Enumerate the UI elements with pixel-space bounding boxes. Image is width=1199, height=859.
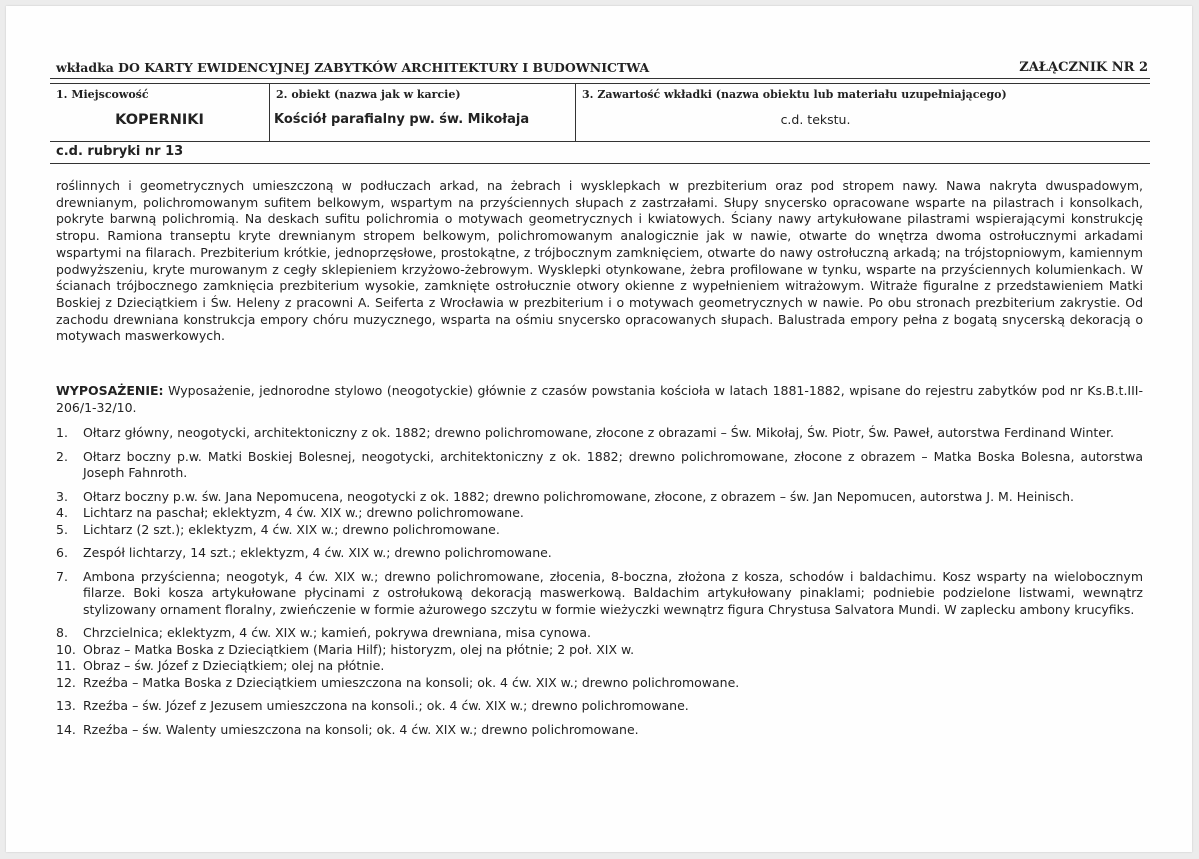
item-text: Chrzcielnica; eklektyzm, 4 ćw. XIX w.; kamień, pokrywa drewniana, misa cynowa. bbox=[83, 625, 592, 640]
content-label: 3. Zawartość wkładki (nazwa obiektu lub materiału uzupełniającego) bbox=[582, 88, 1007, 101]
list-item bbox=[56, 698, 1143, 715]
locality-label: 1. Miejscowość bbox=[56, 88, 149, 101]
item-number: 12. bbox=[56, 674, 76, 690]
item-number: 2. bbox=[56, 448, 68, 464]
item-number: 10. bbox=[56, 641, 76, 657]
item-number: 4. bbox=[56, 505, 68, 520]
item-text: Rzeźba – św. Walenty umieszczona na konsoli; ok. 4 ćw. XIX w.; drewno polichromowane. bbox=[83, 721, 639, 737]
list-item bbox=[56, 425, 1143, 442]
item-number: 3. bbox=[56, 488, 68, 504]
list-item bbox=[56, 545, 1143, 562]
object-cell bbox=[269, 84, 576, 141]
attachment-number: ZAŁĄCZNIK NR 2 bbox=[1019, 60, 1148, 75]
item-text: Ambona przyścienna; neogotyk, 4 ćw. XIX w.; drewno polichromowane, złocenia, 8-boczna, złożona z kosza, schodów i baldachimu. Kosz wsparty na wielobocznym filarze. Boki kosza artykułowane płycinami z ostrołukową dekoracją maswerkową. Baldachim artykułowany pinaklami; podniebie podzielone listwami, wewnątrz stylizowany ornament floralny, zwieńczenie w formie ażurowego szczytu w formie wieżyczki wewnątrz figura Chrystusa Salvatora Mundi. W zaplecku ambony krucyfiks. bbox=[83, 568, 1143, 617]
item-number: 13. bbox=[56, 698, 76, 713]
object-label: 2. obiekt (nazwa jak w karcie) bbox=[276, 88, 461, 101]
list-item bbox=[56, 569, 1143, 619]
item-text: Lichtarz na paschał; eklektyzm, 4 ćw. XIX w.; drewno polichromowane. bbox=[83, 505, 524, 520]
equipment-list bbox=[56, 420, 1143, 738]
item-text: Zespół lichtarzy, 14 szt.; eklektyzm, 4 ćw. XIX w.; drewno polichromowane. bbox=[83, 545, 552, 560]
item-text: Obraz – św. Józef z Dzieciątkiem; olej na płótnie. bbox=[83, 658, 385, 673]
list-item bbox=[56, 642, 1143, 659]
item-number: 5. bbox=[56, 521, 68, 537]
section-divider bbox=[50, 163, 1150, 164]
list-item bbox=[56, 489, 1143, 506]
equipment-intro-text: Wyposażenie, jednorodne stylowo (neogotyckie) głównie z czasów powstania kościoła w latach 1881-1882, wpisane do rejestru zabytków pod nr Ks.B.t.III-206/1-32/10. bbox=[56, 383, 1143, 415]
info-table bbox=[50, 83, 1150, 142]
item-text: Rzeźba – św. Józef z Jezusem umieszczona na konsoli.; ok. 4 ćw. XIX w.; drewno polichromowane. bbox=[83, 698, 689, 713]
item-text: Ołtarz główny, neogotycki, architektoniczny z ok. 1882; drewno polichromowane, złocone z obrazami – Św. Mikołaj, Św. Piotr, Św. Paweł, autorstwa Ferdinand Winter. bbox=[83, 425, 1114, 440]
header-title: wkładka DO KARTY EWIDENCYJNEJ ZABYTKÓW ARCHITEKTURY I BUDOWNICTWA bbox=[56, 60, 650, 75]
list-item bbox=[56, 449, 1143, 482]
item-number: 7. bbox=[56, 568, 68, 584]
item-number: 6. bbox=[56, 545, 68, 560]
object-value: Kościół parafialny pw. św. Mikołaja bbox=[274, 112, 530, 127]
equipment-intro bbox=[56, 383, 1143, 416]
content-value: c.d. tekstu. bbox=[780, 112, 851, 127]
equipment-label: WYPOSAŻENIE: bbox=[56, 383, 164, 398]
item-text: Ołtarz boczny p.w. św. Jana Nepomucena, neogotycki z ok. 1882; drewno polichromowane, złocone, z obrazem – św. Jan Nepomucen, autorstwa J. M. Heinisch. bbox=[83, 488, 1074, 504]
document-page bbox=[6, 6, 1192, 852]
list-item bbox=[56, 675, 1143, 692]
document-header bbox=[50, 58, 1150, 79]
content-cell bbox=[575, 84, 1151, 141]
item-number: 1. bbox=[56, 425, 68, 440]
list-item bbox=[56, 658, 1143, 675]
list-item bbox=[56, 625, 1143, 642]
section-title: c.d. rubryki nr 13 bbox=[56, 144, 184, 159]
list-item bbox=[56, 505, 1143, 522]
item-text: Ołtarz boczny p.w. Matki Boskiej Bolesnej, neogotycki, architektoniczny z ok. 1882; drewno polichromowane, złocone z obrazem – Matka Boska Bolesna, autorstwa Joseph Fahnroth. bbox=[83, 448, 1143, 480]
description-paragraph: roślinnych i geometrycznych umieszczoną w podłuczach arkad, na żebrach i wysklepkach w prezbiterium oraz pod stropem nawy. Nawa nakryta dwuspadowym, drewnianym, polichromowanym sufitem belkowym, wspartym na przyściennych słupach z zastrzałami. Słupy snycersko opracowane wsparte na pilastrach i konsolkach, pokryte barwną polichromią. Na deskach sufitu polichromia o motywach geometrycznych i kwiatowych. Ściany nawy artykułowane pilastrami wspierającymi konstrukcję stropu. Ramiona transeptu kryte drewnianym stropem belkowym, polichromowanym analogicznie jak w nawie, otwarte do wnętrza dwoma ostrołucznymi arkadami wspartymi na filarach. Prezbiterium krótkie, jednoprzęsłowe, prostokątne, z trójbocznym zamknięciem, otwarte do nawy ostrołuczną arkadą; na trójstopniowym, kamiennym podwyższeniu, kryte murowanym z cegły sklepieniem krzyżowo-żebrowym. Wysklepki otynkowane, żebra profilowane w tynku, wsparte na przyściennych kolumienkach. W ścianach trójbocznego zamknięcia prezbiterium wysokie, zamknięte ostrołucznie otwory okienne z wypełnieniem witrażowym. Witraże figuralne z przedstawieniem Matki Boskiej z Dzieciątkiem i Św. Heleny z pracowni A. Seiferta z Wrocławia w prezbiterium i o motywach geometrycznych w nawie. Po obu stronach prezbiterium zakrystie. Od zachodu drewniana konstrukcja empory chóru muzycznego, wsparta na ośmiu snycersko opracowanych słupach. Balustrada empory pełna z bogatą snycerską dekoracją o motywach maswerkowych. bbox=[56, 178, 1143, 344]
locality-value: KOPERNIKI bbox=[115, 112, 204, 128]
item-number: 8. bbox=[56, 625, 68, 640]
list-item bbox=[56, 722, 1143, 739]
list-item bbox=[56, 522, 1143, 539]
locality-cell bbox=[50, 84, 269, 141]
item-number: 11. bbox=[56, 658, 76, 673]
item-text: Obraz – Matka Boska z Dzieciątkiem (Maria Hilf); historyzm, olej na płótnie; 2 poł. XIX w. bbox=[83, 641, 635, 657]
item-number: 14. bbox=[56, 721, 76, 737]
item-text: Lichtarz (2 szt.); eklektyzm, 4 ćw. XIX w.; drewno polichromowane. bbox=[83, 521, 500, 537]
item-text: Rzeźba – Matka Boska z Dzieciątkiem umieszczona na konsoli; ok. 4 ćw. XIX w.; drewno polichromowane. bbox=[83, 674, 740, 690]
